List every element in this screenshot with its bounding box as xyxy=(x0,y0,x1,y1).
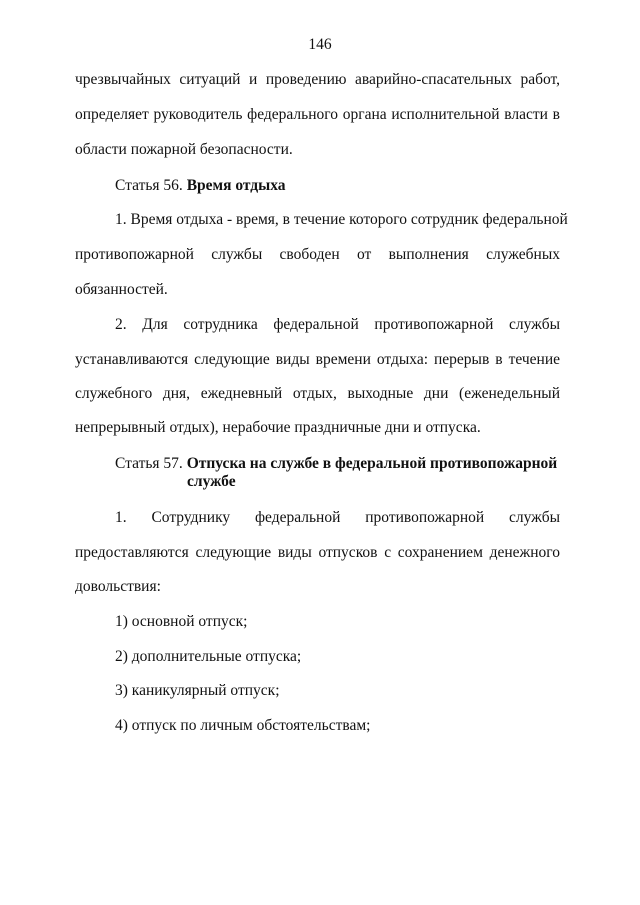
article-56-heading xyxy=(115,176,286,196)
paragraph-line: противопожарной службы свободен от выполнения служебных xyxy=(75,246,560,263)
list-item: 4) отпуск по личным обстоятельствам; xyxy=(115,717,371,734)
article-57-title: Отпуска на службе в федеральной противопожарной xyxy=(186,455,558,472)
article-56-title: Время отдыха xyxy=(186,177,286,194)
article-57-title-cont: службе xyxy=(187,473,236,490)
paragraph-line: довольствия: xyxy=(75,578,161,595)
page-number: 146 xyxy=(308,36,332,53)
article-57-heading xyxy=(115,454,557,474)
text-line: области пожарной безопасности. xyxy=(75,141,293,158)
article-57-label: Статья 57. xyxy=(115,455,183,472)
paragraph-line: устанавливаются следующие виды времени отдыха: перерыв в течение xyxy=(75,351,560,368)
paragraph-line: 2. Для сотрудника федеральной противопожарной службы xyxy=(115,316,560,333)
paragraph-line: 1. Сотруднику федеральной противопожарной службы xyxy=(115,509,560,526)
text-line: определяет руководитель федерального органа исполнительной власти в xyxy=(75,106,560,123)
paragraph-line: служебного дня, ежедневный отдых, выходные дни (еженедельный xyxy=(75,385,560,402)
text-line: чрезвычайных ситуаций и проведению аварийно-спасательных работ, xyxy=(75,71,560,88)
list-item: 3) каникулярный отпуск; xyxy=(115,682,280,699)
article-56-label: Статья 56. xyxy=(115,177,183,194)
paragraph-line: 1. Время отдыха - время, в течение которого сотрудник федеральной xyxy=(115,211,568,228)
paragraph-line: предоставляются следующие виды отпусков с сохранением денежного xyxy=(75,544,560,561)
paragraph-line: обязанностей. xyxy=(75,281,168,298)
list-item: 2) дополнительные отпуска; xyxy=(115,648,302,665)
paragraph-line: непрерывный отдых), нерабочие праздничные дни и отпуска. xyxy=(75,419,481,436)
list-item: 1) основной отпуск; xyxy=(115,613,248,630)
